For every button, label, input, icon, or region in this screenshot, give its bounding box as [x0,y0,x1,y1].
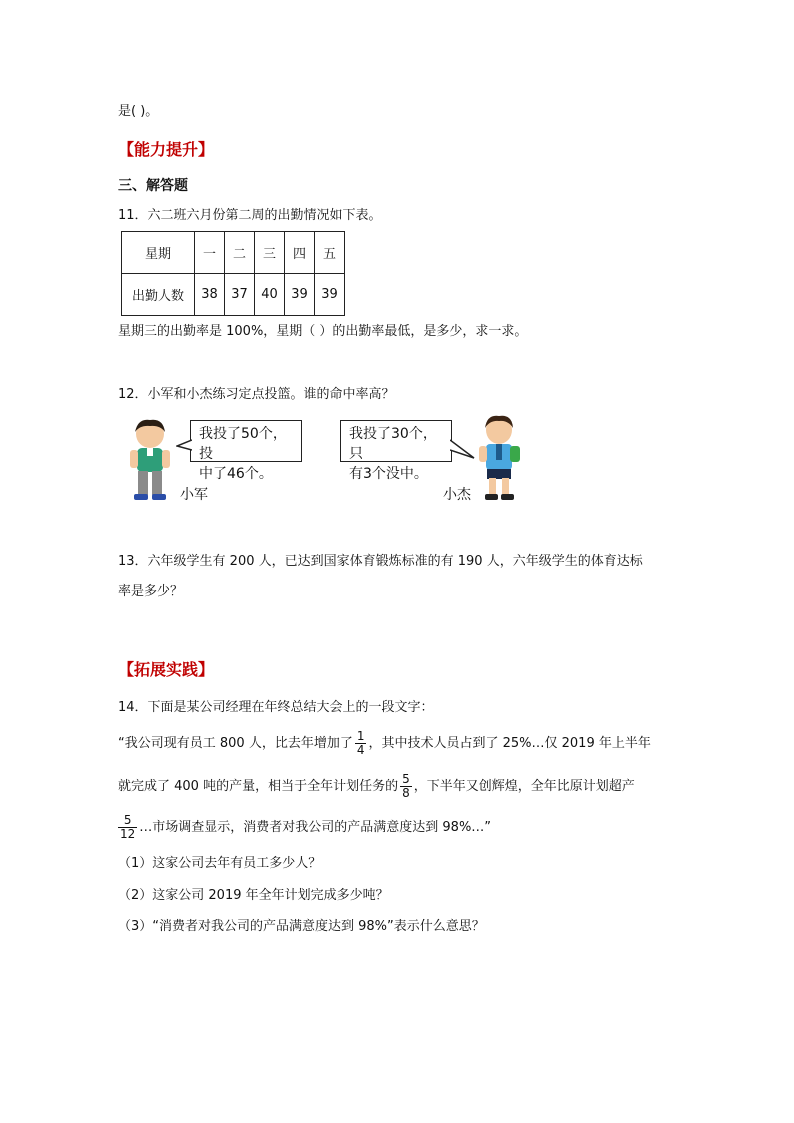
bubble-right-line: 我投了30个，只 [349,426,437,462]
q14-paragraph-line3 [118,813,491,843]
q14-intro: 14．下面是某公司经理在年终总结大会上的一段文字： [118,700,434,715]
fraction-denominator: 12 [120,827,136,841]
boy-xiaojun-illustration [124,418,176,502]
speech-bubble-left [190,420,302,482]
bubble-left-tail [176,438,192,452]
attendance-table [121,231,345,316]
count-cell: 39 [315,274,345,316]
fraction-one-quarter [355,730,367,757]
name-xiaojun: 小军 [180,487,208,503]
intro-line: 是( )。 [118,104,159,119]
day-cell: 二 [225,232,255,274]
count-cell: 40 [255,274,285,316]
section-extend-heading: 【拓展实践】 [118,660,215,679]
fraction-numerator: 5 [118,814,137,828]
count-cell: 38 [195,274,225,316]
q14-text: “我公司现有员工 800 人，比去年增加了 [118,736,353,751]
day-cell: 三 [255,232,285,274]
bubble-right-tail [450,438,476,462]
q14-paragraph-line1 [118,729,651,759]
fraction-five-eighths [400,773,412,800]
part-heading: 三、解答题 [118,178,188,194]
q14-sub2: （2）这家公司 2019 年全年计划完成多少吨？ [118,888,389,903]
row-label-cell: 出勤人数 [122,274,195,316]
q11-question: 星期三的出勤率是 100%，星期（ ）的出勤率最低，是多少，求一求。 [118,324,528,339]
count-cell: 37 [225,274,255,316]
header-label-cell: 星期 [122,232,195,274]
fraction-denominator: 8 [402,786,410,800]
fraction-denominator: 4 [356,743,365,757]
bubble-left-line: 我投了50个，投 [199,426,287,462]
q14-sub1: （1）这家公司去年有员工多少人？ [118,856,322,871]
table-row [122,232,345,274]
day-cell: 五 [315,232,345,274]
q12-text: 12．小军和小杰练习定点投篮。谁的命中率高？ [118,387,395,402]
q14-text: ，下半年又创辉煌，全年比原计划超产 [413,779,635,794]
q13-line1: 13．六年级学生有 200 人，已达到国家体育锻炼标准的有 190 人，六年级学生的体育达标 [118,554,643,569]
count-cell: 39 [285,274,315,316]
table-row [122,274,345,316]
fraction-five-twelfths [118,814,137,841]
fraction-numerator: 1 [356,729,365,743]
bubble-left-line: 中了46个。 [199,466,273,482]
q14-sub3: （3）“消费者对我公司的产品满意度达到 98%”表示什么意思？ [118,919,485,934]
day-cell: 一 [195,232,225,274]
q13-line2: 率是多少？ [118,584,184,599]
q14-paragraph-line2 [118,772,635,802]
section-ability-heading: 【能力提升】 [118,140,215,159]
q14-text: ，其中技术人员占到了 25%…仅 2019 年上半年 [368,736,651,751]
boy-xiaojie-illustration [474,414,524,504]
fraction-numerator: 5 [402,772,410,786]
day-cell: 四 [285,232,315,274]
name-xiaojie: 小杰 [443,487,471,503]
q14-text: 就完成了 400 吨的产量，相当于全年计划任务的 [118,779,399,794]
q14-text: …市场调查显示，消费者对我公司的产品满意度达到 98%…” [139,820,492,835]
speech-bubble-right [340,420,452,482]
bubble-right-line: 有3个没中。 [349,466,428,482]
q11-text: 11．六二班六月份第二周的出勤情况如下表。 [118,208,382,223]
